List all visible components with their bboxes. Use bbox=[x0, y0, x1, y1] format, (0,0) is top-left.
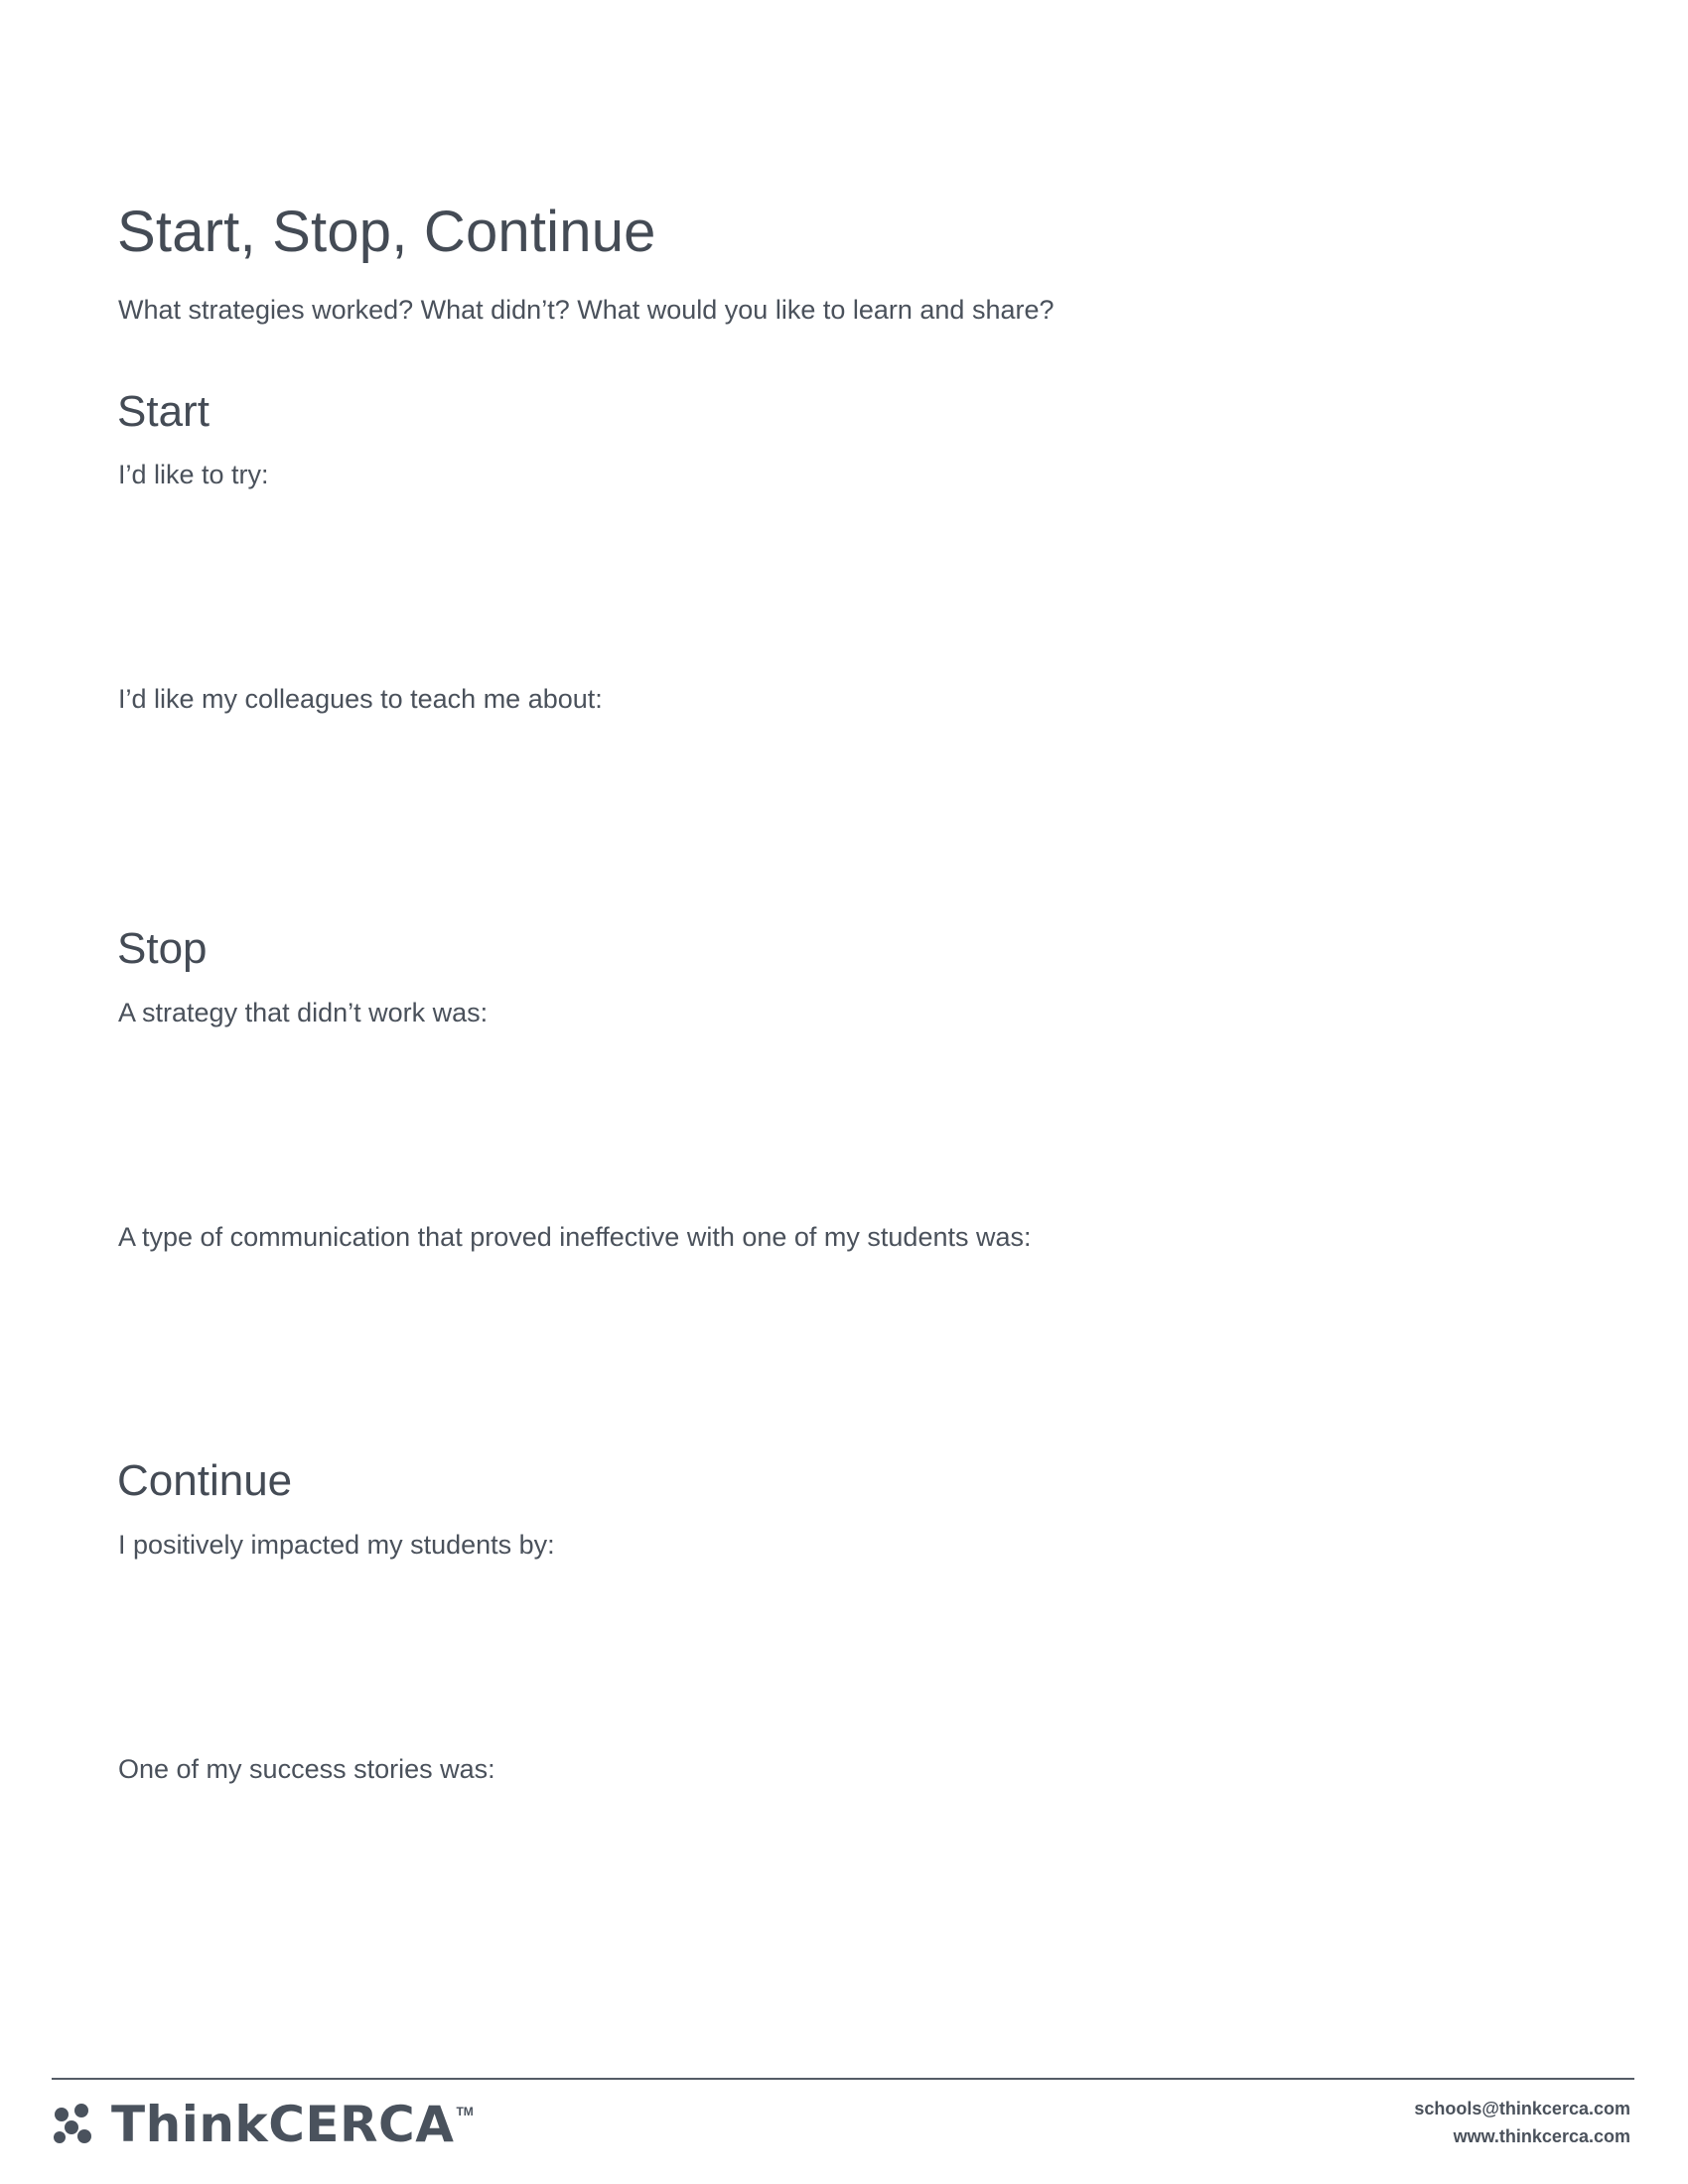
section-heading-stop: Stop bbox=[117, 924, 208, 973]
contact-email[interactable]: schools@thinkcerca.com bbox=[1414, 2099, 1630, 2118]
prompt-start-try: I’d like to try: bbox=[118, 460, 269, 489]
answer-area-continue-impact[interactable] bbox=[118, 1576, 1568, 1725]
trademark-mark: TM bbox=[456, 2105, 474, 2118]
contact-website[interactable]: www.thinkcerca.com bbox=[1453, 2126, 1630, 2146]
prompt-start-colleagues: I’d like my colleagues to teach me about: bbox=[118, 684, 603, 714]
prompt-stop-strategy: A strategy that didn’t work was: bbox=[118, 998, 489, 1027]
section-heading-continue: Continue bbox=[117, 1456, 293, 1505]
section-heading-start: Start bbox=[117, 387, 210, 436]
answer-area-continue-success[interactable] bbox=[118, 1801, 1568, 1950]
answer-area-stop-communication[interactable] bbox=[118, 1269, 1568, 1418]
page-subtitle: What strategies worked? What didn’t? What would you like to learn and share? bbox=[118, 295, 1055, 325]
prompt-continue-success: One of my success stories was: bbox=[118, 1754, 495, 1784]
dots-cluster-icon bbox=[52, 2103, 95, 2146]
prompt-stop-communication: A type of communication that proved ineffective with one of my students was: bbox=[118, 1222, 1032, 1252]
page-title: Start, Stop, Continue bbox=[117, 200, 656, 264]
answer-area-start-try[interactable] bbox=[118, 506, 1568, 655]
answer-area-start-colleagues[interactable] bbox=[118, 731, 1568, 880]
thinkcerca-logo bbox=[52, 2095, 474, 2154]
answer-area-stop-strategy[interactable] bbox=[118, 1044, 1568, 1193]
brand-name: ThinkCERCA bbox=[111, 2096, 455, 2153]
prompt-continue-impact: I positively impacted my students by: bbox=[118, 1530, 555, 1560]
footer-divider bbox=[52, 2078, 1634, 2080]
contact-info bbox=[1414, 2095, 1630, 2150]
